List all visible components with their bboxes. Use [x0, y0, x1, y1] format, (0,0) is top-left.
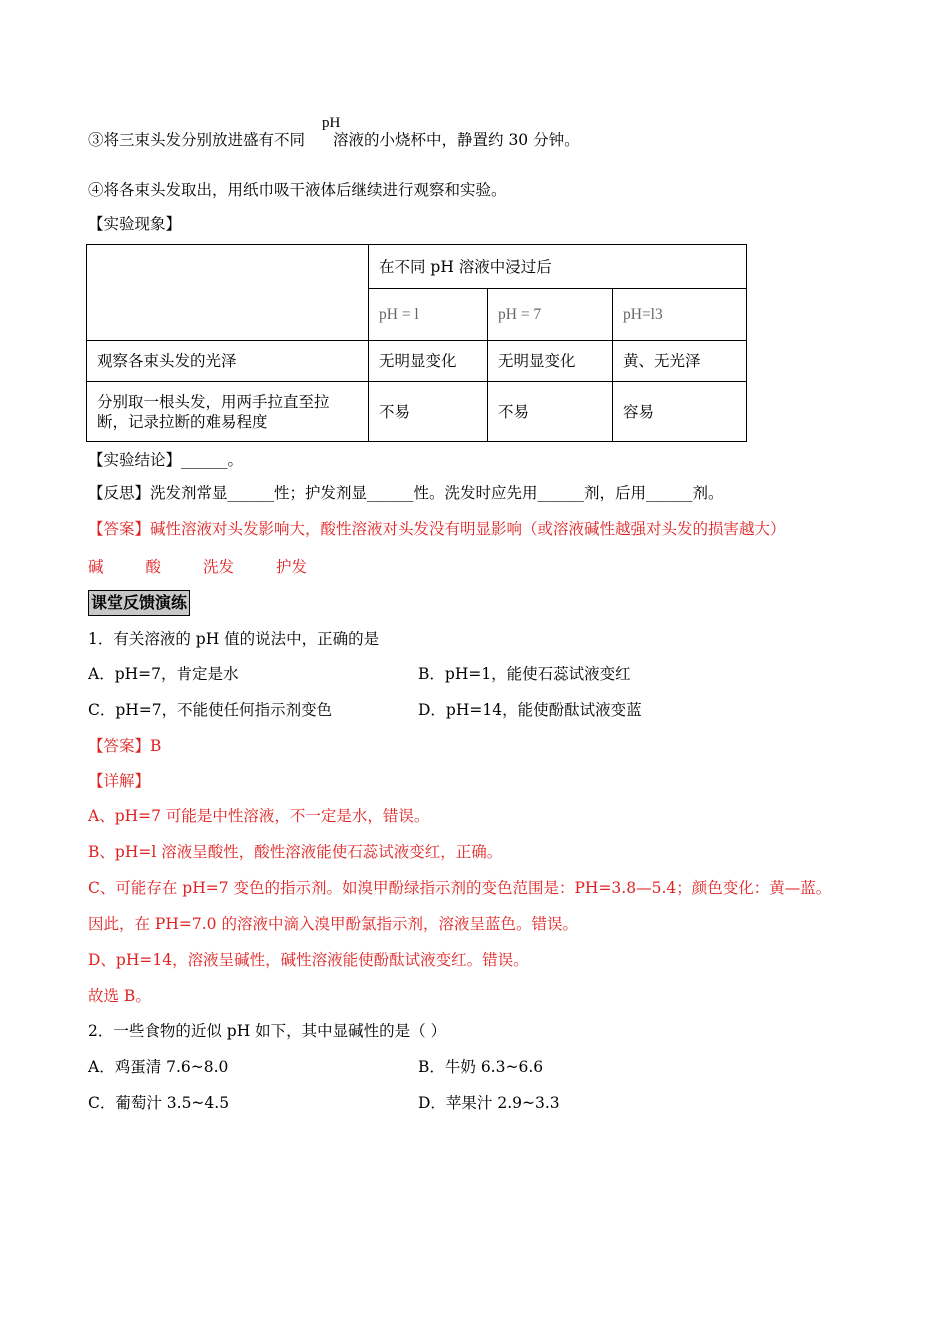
table-cell: 不易 — [369, 382, 488, 442]
table-cell: 无明显变化 — [488, 341, 613, 382]
table-row — [87, 341, 747, 382]
reflection: 【反思】洗发剂常显______性；护发剂显______性。洗发时应先用______剂，后用______剂。 — [88, 484, 724, 502]
q1-detail-label: 【详解】 — [88, 772, 151, 790]
experiment-table — [86, 244, 747, 442]
q2-option-a: A．鸡蛋清 7.6~8.0 — [88, 1058, 229, 1076]
answer-word: 洗发 — [203, 558, 235, 576]
phenomenon-label: 【实验现象】 — [88, 215, 182, 233]
q1-option-c: C．pH=7，不能使任何指示剂变色 — [88, 701, 333, 719]
q2-option-b: B．牛奶 6.3~6.6 — [418, 1058, 544, 1076]
step-3-before: ③将三束头发分别放进盛有不同 — [88, 131, 306, 149]
answer-1: 【答案】碱性溶液对头发影响大，酸性溶液对头发没有明显影响（或溶液碱性越强对头发的损害越大） — [88, 520, 786, 538]
q1-option-d: D．pH=14，能使酚酞试液变蓝 — [418, 701, 642, 719]
q2-option-c: C．葡萄汁 3.5~4.5 — [88, 1094, 230, 1112]
step-4: ④将各束头发取出，用纸巾吸干液体后继续进行观察和实验。 — [88, 181, 507, 199]
table-row — [87, 382, 747, 442]
section-title: 课堂反馈演练 — [88, 590, 190, 616]
q1-detail-line: D、pH=14，溶液呈碱性，碱性溶液能使酚酞试液变红。错误。 — [88, 951, 529, 969]
conclusion: 【实验结论】______。 — [88, 451, 244, 469]
answer-word: 酸 — [145, 558, 162, 576]
table-col-ph1: pH = l — [369, 289, 488, 341]
table-cell: 黄、无光泽 — [613, 341, 747, 382]
table-cell: 不易 — [488, 382, 613, 442]
answer-word: 碱 — [88, 558, 104, 576]
q1-option-b: B．pH=1，能使石蕊试液变红 — [418, 665, 631, 683]
q2-stem: 2．一些食物的近似 pH 如下，其中显碱性的是（ ） — [88, 1022, 447, 1040]
q1-detail-line: 因此，在 PH=7.0 的溶液中滴入溴甲酚氯指示剂，溶液呈蓝色。错误。 — [88, 915, 578, 933]
q1-detail-line: 故选 B。 — [88, 987, 151, 1005]
table-cell: 无明显变化 — [369, 341, 488, 382]
answer-1-words — [88, 557, 349, 577]
step-3 — [88, 130, 580, 150]
table-row-label: 观察各束头发的光泽 — [87, 341, 369, 382]
table-col-ph13: pH=l3 — [613, 289, 747, 341]
ph-superscript: pH — [322, 115, 341, 131]
q1-detail-line: C、可能存在 pH=7 变色的指示剂。如溴甲酚绿指示剂的变色范围是：PH=3.8—5.4；颜色变化：黄—蓝。 — [88, 879, 832, 897]
table-cell: 容易 — [613, 382, 747, 442]
q1-detail-line: A、pH=7 可能是中性溶液，不一定是水，错误。 — [88, 807, 430, 825]
q1-option-a: A．pH=7，肯定是水 — [88, 665, 239, 683]
table-col-ph7: pH = 7 — [488, 289, 613, 341]
table-row-label: 分别取一根头发，用两手拉直至拉断，记录拉断的难易程度 — [87, 382, 369, 442]
q2-option-d: D．苹果汁 2.9~3.3 — [418, 1094, 560, 1112]
table-group-header: 在不同 pH 溶液中浸过后 — [369, 245, 747, 289]
answer-word: 护发 — [276, 558, 308, 576]
table-empty-corner — [87, 245, 369, 341]
step-3-after: 溶液的小烧杯中，静置约 30 分钟。 — [333, 131, 580, 149]
q1-answer: 【答案】B — [88, 737, 162, 755]
q1-detail-line: B、pH=l 溶液呈酸性，酸性溶液能使石蕊试液变红，正确。 — [88, 843, 503, 861]
q1-stem: 1．有关溶液的 pH 值的说法中，正确的是 — [88, 630, 380, 648]
